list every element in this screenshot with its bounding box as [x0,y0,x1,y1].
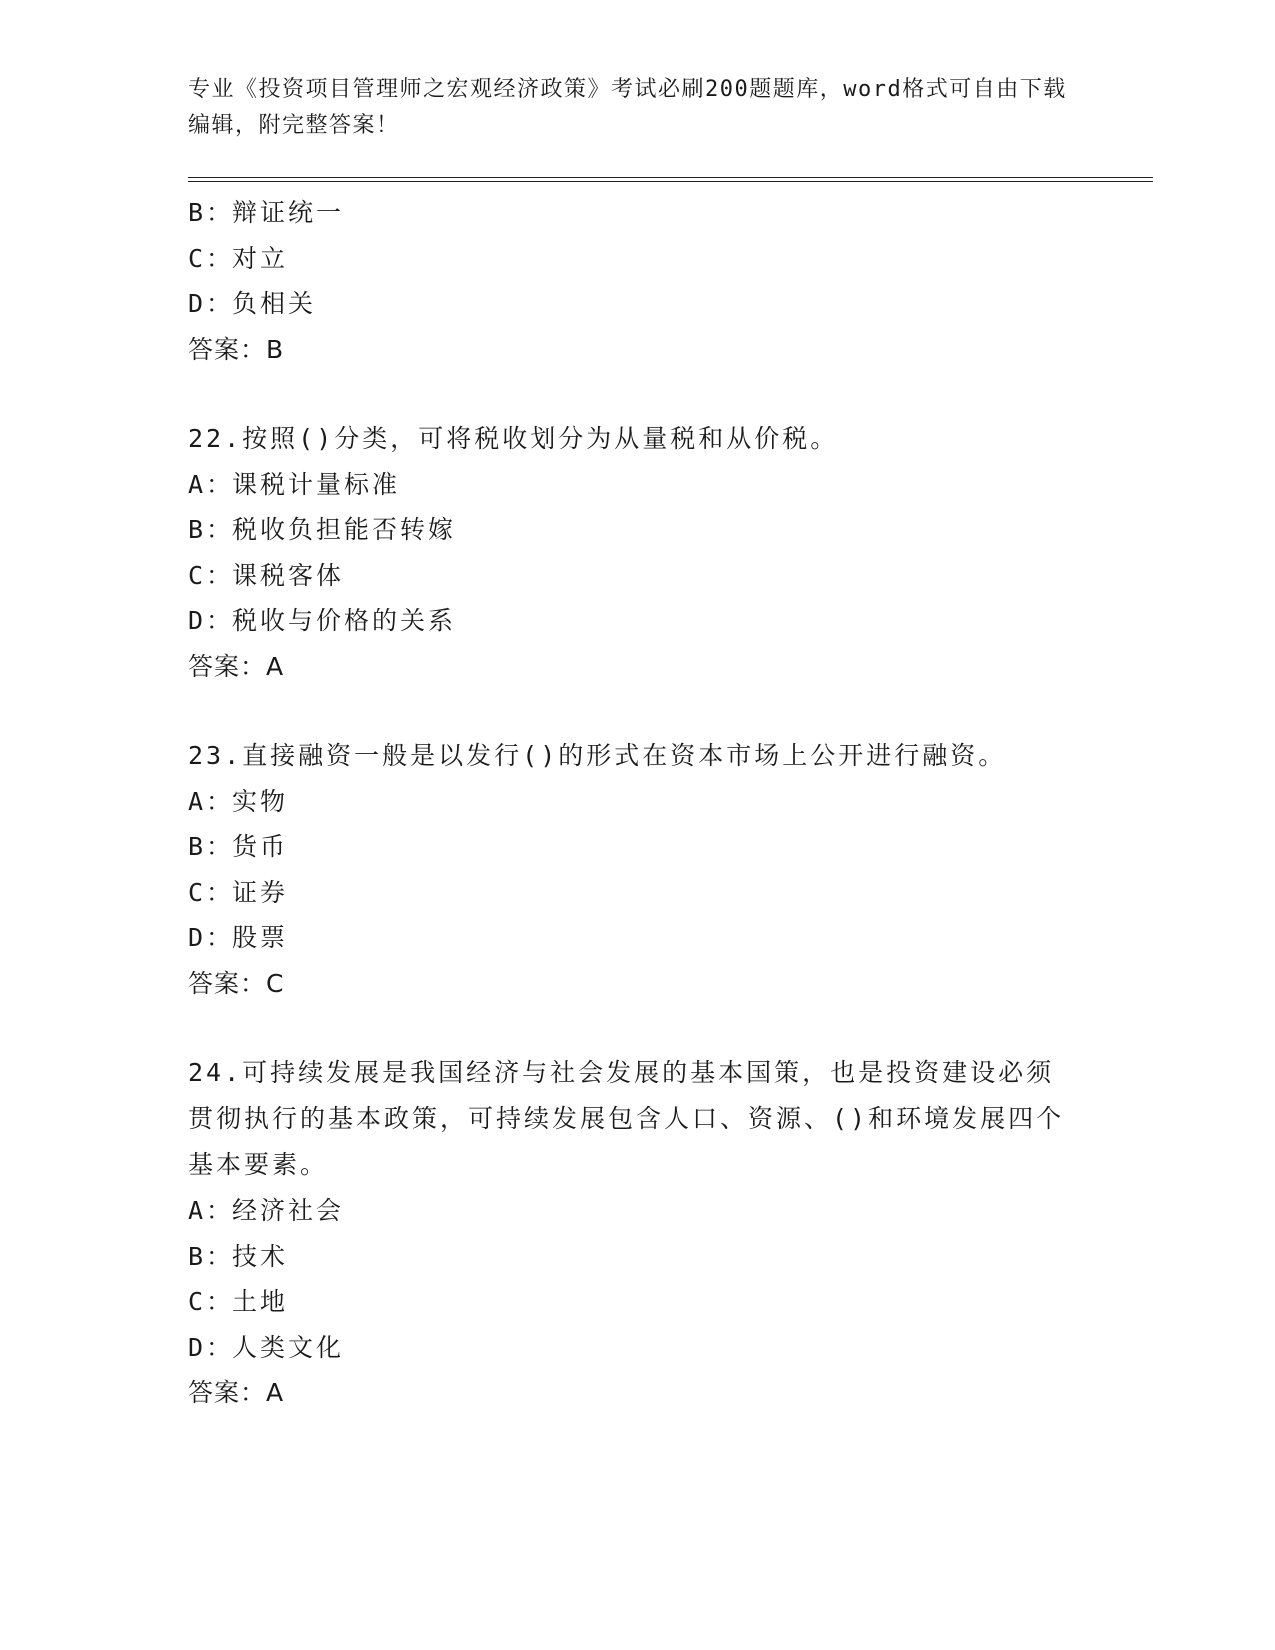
option-c: C：证券 [188,877,289,907]
header-divider [188,177,1153,182]
option-d: D：税收与价格的关系 [188,606,457,635]
option-b: B：货币 [188,832,289,861]
question-stem: 22.按照()分类，可将税收划分为从量税和从价税。 [188,424,839,453]
option-a: A：经济社会 [188,1196,345,1225]
answer: 答案：B [188,334,285,364]
option-a: A：实物 [188,786,289,816]
option-c: C：课税客体 [188,560,345,590]
answer: 答案：A [188,651,285,681]
answer: 答案：A [188,1378,285,1407]
option-b: B：辩证统一 [188,198,345,227]
answer: 答案：C [188,968,285,998]
option-c: C：土地 [188,1287,289,1316]
question-block-22 [188,416,1088,689]
question-list [188,190,1088,1416]
question-block-23 [188,733,1088,1006]
option-a: A：课税计量标准 [188,469,401,499]
page-header: 专业《投资项目管理师之宏观经济政策》考试必刷200题题库，word格式可自由下载编辑，附完整答案！ [188,77,1067,138]
question-block-24 [188,1050,1088,1416]
question-block-continued [188,190,1088,372]
option-b: B：技术 [188,1241,289,1271]
option-c: C：对立 [188,243,289,273]
option-b: B：税收负担能否转嫁 [188,515,457,544]
option-d: D：股票 [188,923,289,952]
question-stem: 23.直接融资一般是以发行()的形式在资本市场上公开进行融资。 [188,741,1007,770]
question-stem: 24.可持续发展是我国经济与社会发展的基本国策，也是投资建设必须贯彻执行的基本政策，可持续发展包含人口、资源、()和环境发展四个基本要素。 [188,1058,1065,1179]
option-d: D：负相关 [188,289,317,318]
option-d: D：人类文化 [188,1332,345,1362]
